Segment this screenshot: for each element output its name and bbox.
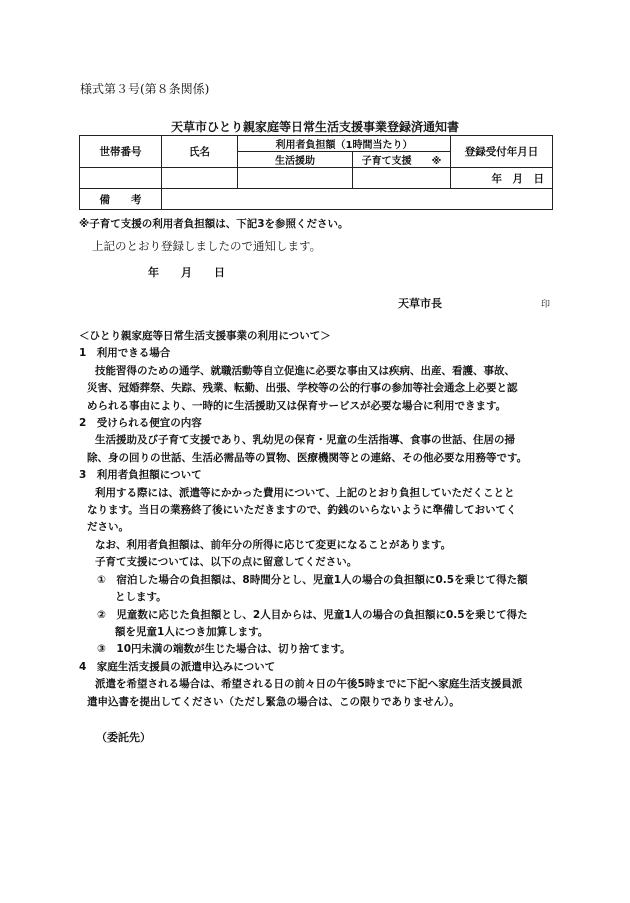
header-childcare-support: 子育て支援 ※ bbox=[353, 152, 451, 168]
issue-date: 年 月 日 bbox=[148, 266, 225, 279]
guide-lines bbox=[79, 345, 559, 711]
guide-line: ① 宿泊した場合の負担額は、8時間分とし、児童1人の場合の負担額に0.5を乗じて得た額 bbox=[97, 573, 528, 586]
footnote: ※子育て支援の利用者負担額は、下記3を参照ください。 bbox=[79, 218, 349, 230]
guide-line: 遣申込書を提出してください（ただし緊急の場合は、この限りでありません）。 bbox=[87, 695, 460, 708]
contractor-label: （委託先） bbox=[96, 731, 151, 744]
form-number: 様式第３号(第８条関係) bbox=[80, 82, 210, 96]
guide-line: 災害、冠婚葬祭、失踪、残業、転勤、出張、学校等の公的行事の参加等社会通念上必要と認 bbox=[87, 382, 518, 395]
guide-heading: ＜ひとり親家庭等日常生活支援事業の利用について＞ bbox=[79, 330, 331, 342]
guide-line: 技能習得のための通学、就職活動等自立促進に必要な事由又は疾病、出産、看護、事故、 bbox=[95, 364, 515, 377]
remarks-value bbox=[162, 189, 553, 210]
cell-childcare-support bbox=[353, 168, 451, 189]
notice-text: 上記のとおり登録しましたので通知します。 bbox=[92, 239, 322, 253]
cell-name bbox=[162, 168, 238, 189]
header-life-support: 生活援助 bbox=[238, 152, 353, 168]
issuer: 天草市長 bbox=[398, 297, 442, 310]
guide-line: ② 児童数に応じた負担額とし、2人目からは、児童1人の場合の負担額に0.5を乗じて得た bbox=[97, 608, 528, 621]
remarks-label: 備 考 bbox=[80, 189, 162, 210]
header-household-number: 世帯番号 bbox=[80, 136, 162, 168]
guide-line: なります。当日の業務終了後にいただきますので、釣銭のいらないように準備しておいてく bbox=[87, 504, 517, 517]
guide-line: 子育て支援については、以下の点に留意してください。 bbox=[95, 556, 358, 569]
cell-life-support bbox=[238, 168, 353, 189]
cell-household-number bbox=[80, 168, 162, 189]
guide-line: 額を児童1人につき加算します。 bbox=[115, 625, 269, 638]
header-name: 氏名 bbox=[162, 136, 238, 168]
guide-line: 派遣を希望される場合は、希望される日の前々日の午後5時までに下記へ家庭生活支援員派 bbox=[95, 678, 523, 691]
usage-guide bbox=[79, 328, 559, 711]
guide-line: められる事由により、一時的に生活援助又は保育サービスが必要な場合に利用できます。 bbox=[87, 399, 507, 412]
guide-line: 1 利用できる場合 bbox=[79, 347, 171, 360]
header-registration-date: 登録受付年月日 bbox=[451, 136, 553, 168]
cell-registration-date: 年 月 日 bbox=[451, 168, 553, 189]
guide-line: ③ 10円未満の端数が生じた場合は、切り捨てます。 bbox=[97, 643, 351, 656]
guide-line: とします。 bbox=[115, 591, 167, 604]
guide-line: ださい。 bbox=[87, 521, 129, 534]
guide-line: なお、利用者負担額は、前年分の所得に応じて変更になることがあります。 bbox=[95, 538, 452, 551]
guide-line: 2 受けられる便宜の内容 bbox=[79, 417, 202, 430]
seal-mark: 印 bbox=[541, 300, 551, 310]
guide-line: 4 家庭生活支援員の派遣申込みについて bbox=[79, 660, 276, 673]
guide-line: 3 利用者負担額について bbox=[79, 469, 202, 482]
document-title: 天草市ひとり親家庭等日常生活支援事業登録済通知書 bbox=[170, 120, 459, 134]
registration-table bbox=[79, 135, 553, 210]
guide-line: 除、身の回りの世話、生活必需品等の買物、医療機関等との連絡、その他必要な用務等です。 bbox=[87, 451, 528, 464]
guide-line: 利用する際には、派遣等にかかった費用について、上記のとおり負担していただくことと bbox=[95, 486, 515, 499]
header-user-fee: 利用者負担額（1時間当たり） bbox=[238, 136, 451, 152]
guide-line: 生活援助及び子育て支援であり、乳幼児の保育・児童の生活指導、食事の世話、住居の掃 bbox=[95, 434, 515, 447]
